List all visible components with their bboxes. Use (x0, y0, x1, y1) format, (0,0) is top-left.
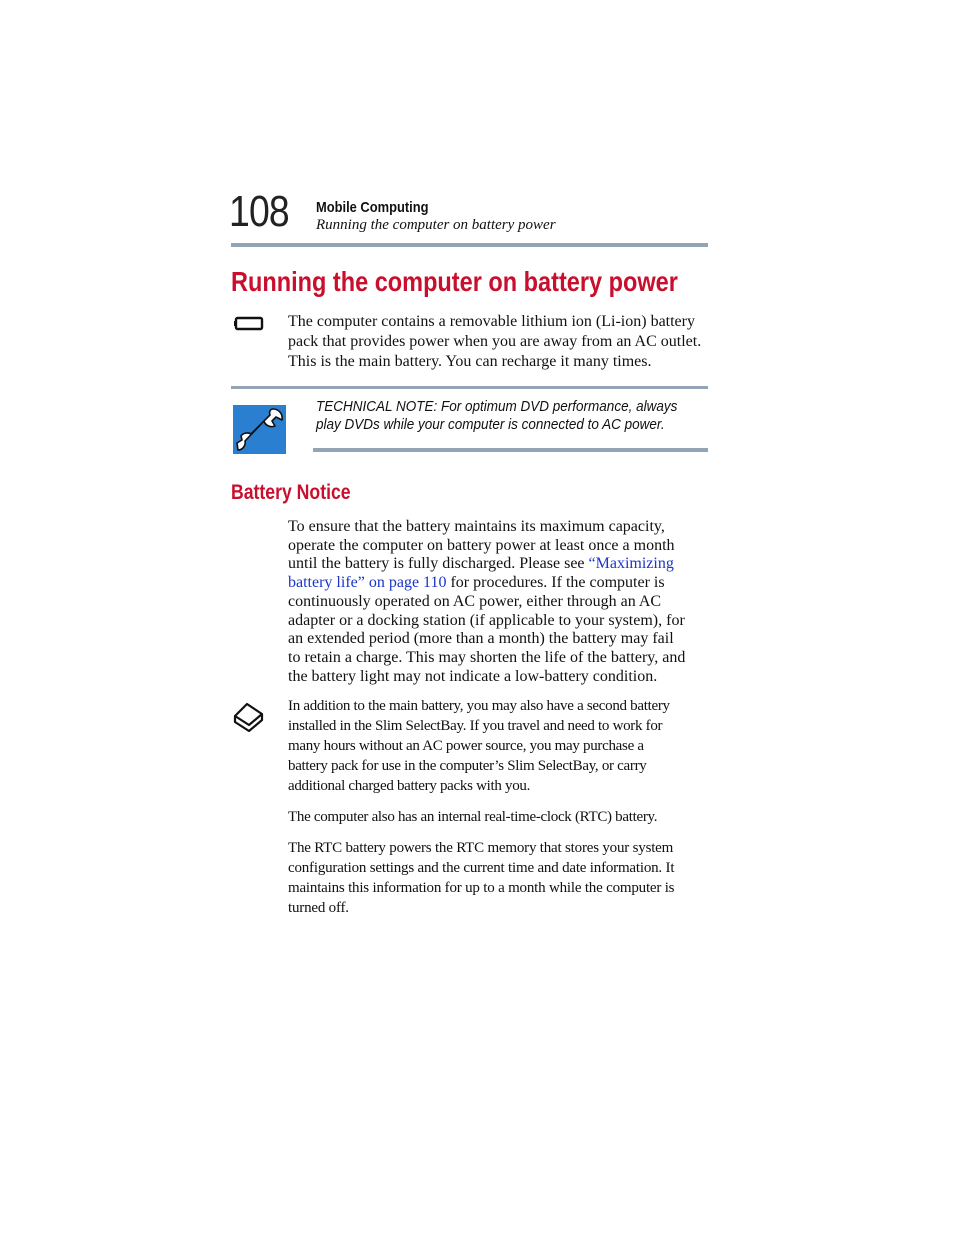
notice-line: continuously operated on AC power, either through an AC (288, 592, 662, 610)
second-battery-line: additional charged battery packs with you. (288, 778, 531, 794)
battery-icon (234, 316, 265, 337)
notice-line: to retain a charge. This may shorten the life of the battery, and (288, 648, 686, 666)
rtc-line: turned off. (288, 900, 349, 916)
second-battery-line: many hours without an AC power source, you may purchase a (288, 738, 644, 754)
note-rule (313, 448, 708, 452)
rtc-line: configuration settings and the current time and date information. It (288, 860, 675, 876)
maximizing-battery-life-link[interactable]: battery life” on page 110 (288, 574, 447, 592)
header-rule (231, 243, 708, 247)
rtc-line: The RTC battery powers the RTC memory that stores your system (288, 840, 674, 856)
second-battery-line: In addition to the main battery, you may also have a second battery (288, 698, 670, 714)
notice-line: adapter or a docking station (if applicable to your system), for (288, 611, 685, 629)
rtc-paragraph (288, 838, 674, 918)
technical-note-line: TECHNICAL NOTE: For optimum DVD performance, always (316, 398, 678, 415)
notice-line: the battery light may not indicate a low-battery condition. (288, 667, 658, 685)
notice-line: an extended period (more than a month) the battery may fail (288, 630, 674, 648)
notice-line: operate the computer on battery power at least once a month (288, 536, 675, 554)
notice-text: for procedures. If the computer is (446, 574, 665, 592)
second-battery-paragraph (288, 696, 670, 796)
section-subtitle: Running the computer on battery power (316, 217, 556, 233)
intro-line: The computer contains a removable lithium ion (Li-ion) battery (288, 313, 695, 330)
intro-line: pack that provides power when you are away from an AC outlet. (288, 333, 702, 350)
page-title: Running the computer on battery power (231, 266, 678, 297)
rtc-intro-paragraph (288, 807, 657, 827)
notice-line: To ensure that the battery maintains its maximum capacity, (288, 518, 665, 535)
page-number: 108 (229, 187, 289, 236)
technical-note-line: play DVDs while your computer is connected to AC power. (316, 416, 665, 433)
rtc-intro-line: The computer also has an internal real-time-clock (RTC) battery. (288, 809, 658, 825)
notice-text: until the battery is fully discharged. Please see (288, 555, 589, 573)
maximizing-battery-life-link[interactable]: “Maximizing (588, 555, 674, 573)
technical-note (316, 398, 677, 434)
notice-line (288, 574, 685, 593)
notice-line (288, 555, 685, 574)
intro-line: This is the main battery. You can recharge it many times. (288, 353, 652, 370)
second-battery-line: battery pack for use in the computer’s Slim SelectBay, or carry (288, 758, 647, 774)
note-icon (232, 700, 265, 737)
second-battery-line: installed in the Slim SelectBay. If you travel and need to work for (288, 718, 663, 734)
section-rule (231, 386, 708, 389)
battery-notice-paragraph (288, 518, 685, 686)
rtc-line: maintains this information for up to a month while the computer is (288, 880, 675, 896)
battery-notice-heading: Battery Notice (231, 481, 351, 504)
chapter-title: Mobile Computing (316, 199, 429, 216)
wrench-icon (233, 405, 286, 454)
intro-paragraph (288, 312, 701, 372)
